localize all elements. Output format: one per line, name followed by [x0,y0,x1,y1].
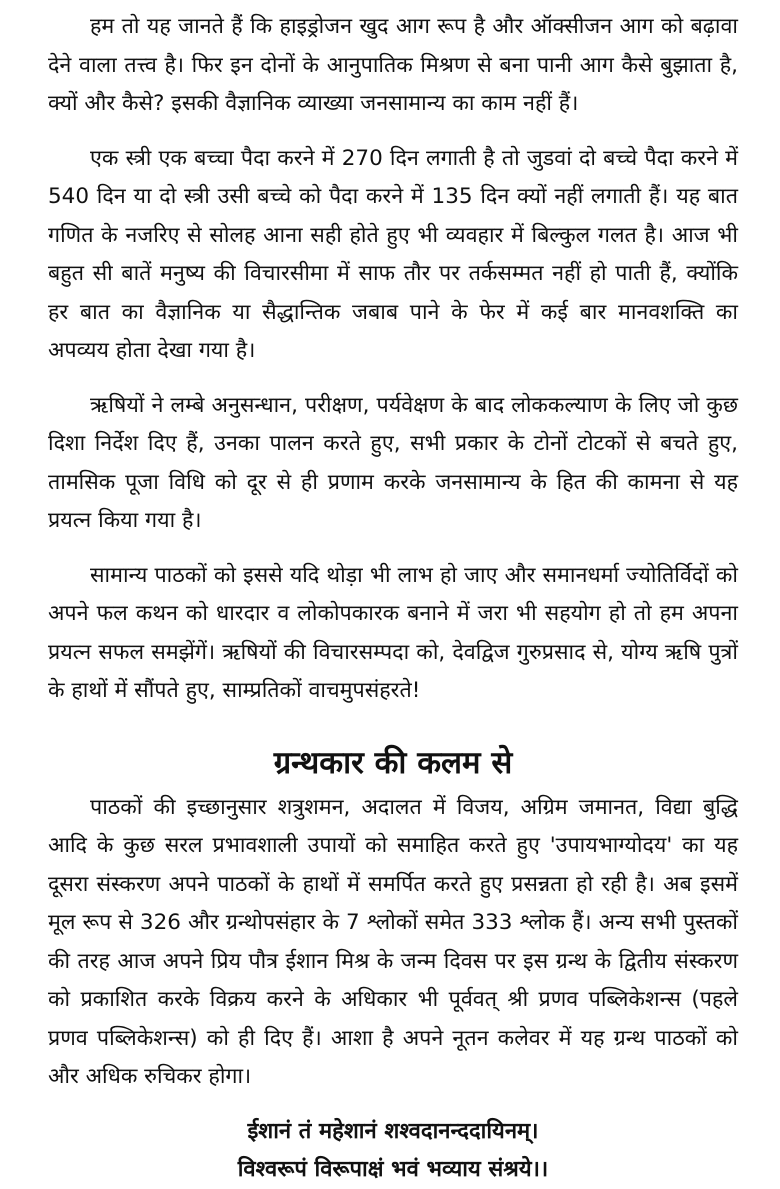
paragraph-readers-benefit: सामान्य पाठकों को इससे यदि थोड़ा भी लाभ हो जाए और समानधर्मा ज्योतिर्विदों को अपने फल कथन को धारदार व लोकोपकारक बनाने में जरा भी सहयोग हो तो हम अपना प्रयत्न सफल समझेंगें। ऋषियों की विचारसम्पदा को, देवद्विज गुरुप्रसाद से, योग्य ऋषि पुत्रों के हाथों में सौंपते हुए, साम्प्रतिकों वाचमुपसंहरते! [48,562,738,703]
verse-line-1: ईशानं तं महेशानं शश्वदानन्ददायिनम्। [247,1118,539,1144]
paragraph-hydrogen-oxygen: हम तो यह जानते हैं कि हाइड्रोजन खुद आग रूप है और ऑक्सीजन आग को बढ़ावा देने वाला तत्त्व है। फिर इन दोनों के आनुपातिक मिश्रण से बना पानी आग कैसे बुझाता है, क्यों और कैसे? इसकी वैज्ञानिक व्याख्या जनसामान्य का काम नहीं हैं। [48,14,738,116]
sanskrit-verse [48,1113,738,1189]
document-page [48,8,738,1189]
paragraph-rishis-guidance: ऋषियों ने लम्बे अनुसन्धान, परीक्षण, पर्यवेक्षण के बाद लोककल्याण के लिए जो कुछ दिशा निर्देश दिए हैं, उनका पालन करते हुए, सभी प्रकार के टोनों टोटकों से बचते हुए, तामसिक पूजा विधि को दूर से ही प्रणाम करके जनसामान्य के हित की कामना से यह प्रयत्न किया गया है। [48,392,738,533]
section-heading: ग्रन्थकार की कलम से [273,744,513,781]
paragraph-author-note: पाठकों की इच्छानुसार शत्रुशमन, अदालत में विजय, अग्रिम जमानत, विद्या बुद्धि आदि के कुछ सरल प्रभावशाली उपायों को समाहित करते हुए 'उपायभाग्योदय' का यह दूसरा संस्करण अपने पाठकों के हाथों में समर्पित करते हुए प्रसन्नता हो रही है। अब इसमें मूल रूप से 326 और ग्रन्थोपसंहार के 7 श्लोकों समेत 333 श्लोक हैं। अन्य सभी पुस्तकों की तरह आज अपने प्रिय पौत्र ईशान मिश्र के जन्म दिवस पर इस ग्रन्थ के द्वितीय संस्करण को प्रकाशित करके विक्रय करने के अधिकार भी पूर्ववत् श्री प्रणव पब्लिकेशन्स (पहले प्रणव पब्लिकेशन्स) को ही दिए हैं। आशा है अपने नूतन कलेवर में यह ग्रन्थ पाठकों को और अधिक रुचिकर होगा। [48,794,738,1089]
paragraph-woman-child: एक स्त्री एक बच्चा पैदा करने में 270 दिन लगाती है तो जुडवां दो बच्चे पैदा करने में 540 दिन या दो स्त्री उसी बच्चे को पैदा करने में 135 दिन क्यों नहीं लगाती हैं। यह बात गणित के नजरिए से सोलह आना सही होते हुए भी व्यवहार में बिल्कुल गलत है। आज भी बहुत सी बातें मनुष्य की विचारसीमा में साफ तौर पर तर्कसम्मत नहीं हो पाती हैं, क्योंकि हर बात का वैज्ञानिक या सैद्धान्तिक जबाब पाने के फेर में कई बार मानवशक्ति का अपव्यय होता देखा गया है। [48,145,738,363]
verse-line-2: विश्वरूपं विरूपाक्षं भवं भव्याय संश्रये।। [237,1156,549,1182]
